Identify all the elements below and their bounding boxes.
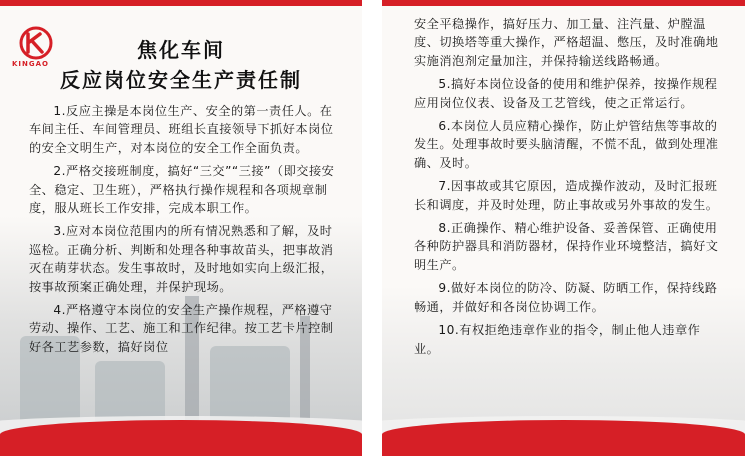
right-body bbox=[414, 15, 724, 363]
rule-paragraph: 9.做好本岗位的防冷、防凝、防晒工作，保持线路畅通，并做好和各岗位协调工作。 bbox=[414, 281, 718, 314]
page-title: 焦化车间 bbox=[137, 38, 225, 62]
red-bottom-band bbox=[382, 420, 745, 456]
rule-paragraph: 10.有权拒绝违章作业的指令，制止他人违章作业。 bbox=[414, 323, 701, 356]
red-bottom-band bbox=[0, 420, 362, 456]
left-body bbox=[29, 102, 339, 361]
rule-paragraph: 7.因事故或其它原因，造成操作波动，及时汇报班长和调度，并及时处理，防止事故或另外事故的发生。 bbox=[414, 179, 719, 212]
page-subtitle: 反应岗位安全生产责任制 bbox=[60, 68, 302, 92]
rule-paragraph: 5.搞好本岗位设备的使用和维护保养，按操作规程应用岗位仪表、设备及工艺管线，使之正常运行。 bbox=[414, 77, 718, 110]
rule-paragraph: 2.严格交接班制度，搞好“三交”“三接”（即交接安全、稳定、卫生班），严格执行操作规程和各项规章制度，服从班长工作安排，完成本职工作。 bbox=[29, 164, 335, 216]
rule-paragraph: 1.反应主操是本岗位生产、安全的第一责任人。在车间主任、车间管理员、班组长直接领导下抓好本岗位的安全文明生产，对本岗位的安全工作全面负责。 bbox=[29, 104, 334, 155]
rule-paragraph: 4.严格遵守本岗位的安全生产操作规程，严格遵守劳动、操作、工艺、施工和工作纪律。按工艺卡片控制好各工艺参数，搞好岗位 bbox=[29, 303, 334, 354]
rule-paragraph: 8.正确操作、精心维护设备、妥善保管、正确使用各种防护器具和消防器材，保持作业环境整洁，搞好文明生产。 bbox=[414, 221, 719, 272]
rule-paragraph: 6.本岗位人员应精心操作，防止炉管结焦等事故的发生。处理事故时要头脑清醒，不慌不乱，做到处理准确、及时。 bbox=[414, 119, 719, 170]
logo-text: KINGAO bbox=[12, 60, 50, 68]
left-panel bbox=[0, 0, 362, 456]
rule-paragraph-continuation: 安全平稳操作，搞好压力、加工量、注汽量、炉膛温度、切换塔等重大操作，严格超温、憋压，及时准确地实施消泡剂定量加注，并保持输送线路畅通。 bbox=[414, 17, 719, 68]
right-panel bbox=[382, 0, 745, 456]
rule-paragraph: 3.应对本岗位范围内的所有情况熟悉和了解，及时巡检。正确分析、判断和处理各种事故苗头，把事故消灭在萌芽状态。发生事故时，及时地如实向上级汇报，按事故预案正确处理，并保护现场。 bbox=[29, 224, 334, 294]
decorative-wave bbox=[0, 6, 362, 22]
panel-gap bbox=[362, 0, 382, 456]
